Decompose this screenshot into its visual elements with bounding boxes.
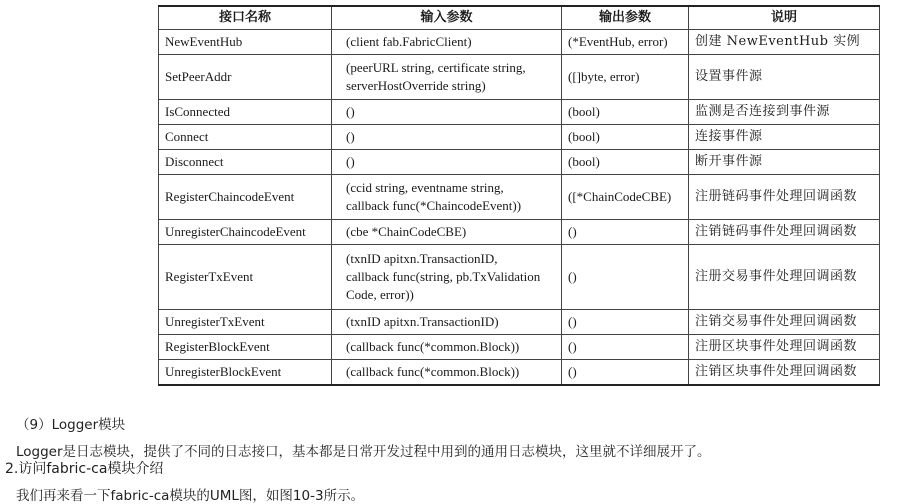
cell-interface-name: UnregisterTxEvent xyxy=(159,310,332,335)
cell-input-params xyxy=(332,175,562,220)
cell-description: 注销交易事件处理回调函数 xyxy=(689,310,880,335)
input-param-line: () xyxy=(346,129,355,144)
input-param-line: () xyxy=(346,104,355,119)
table-row xyxy=(159,220,880,245)
table-row xyxy=(159,100,880,125)
table-row xyxy=(159,360,880,386)
cell-output-params: () xyxy=(562,360,689,386)
logger-section-title: （9）Logger模块 xyxy=(16,417,126,433)
cell-output-params: () xyxy=(562,335,689,360)
cell-interface-name: IsConnected xyxy=(159,100,332,125)
cell-interface-name: RegisterTxEvent xyxy=(159,245,332,310)
cell-description: 设置事件源 xyxy=(689,55,880,100)
api-table xyxy=(158,5,880,386)
cell-input-params xyxy=(332,55,562,100)
cell-input-params xyxy=(332,150,562,175)
table-row xyxy=(159,125,880,150)
cell-description: 注册区块事件处理回调函数 xyxy=(689,335,880,360)
fabric-ca-section-paragraph: 我们再来看一下fabric-ca模块的UML图，如图10-3所示。 xyxy=(16,488,365,504)
input-param-line: callback func(*ChaincodeEvent)) xyxy=(346,198,522,213)
input-param-line: serverHostOverride string) xyxy=(346,78,486,93)
table-row xyxy=(159,30,880,55)
input-param-line: (cbe *ChainCodeCBE) xyxy=(346,224,467,239)
input-param-line: (txnID apitxn.TransactionID, xyxy=(346,251,498,266)
header-output-params: 输出参数 xyxy=(562,6,689,30)
cell-interface-name: Connect xyxy=(159,125,332,150)
cell-description: 注册交易事件处理回调函数 xyxy=(689,245,880,310)
cell-output-params: () xyxy=(562,220,689,245)
input-param-line: () xyxy=(346,154,355,169)
cell-output-params: () xyxy=(562,245,689,310)
cell-interface-name: UnregisterChaincodeEvent xyxy=(159,220,332,245)
fabric-ca-section-title: 2.访问fabric-ca模块介绍 xyxy=(5,461,164,477)
cell-interface-name: RegisterChaincodeEvent xyxy=(159,175,332,220)
cell-input-params xyxy=(332,245,562,310)
cell-output-params: ([*ChainCodeCBE) xyxy=(562,175,689,220)
input-param-line: (txnID apitxn.TransactionID) xyxy=(346,314,499,329)
table-header-row xyxy=(159,6,880,30)
cell-interface-name: Disconnect xyxy=(159,150,332,175)
cell-output-params: ([]byte, error) xyxy=(562,55,689,100)
cell-input-params xyxy=(332,335,562,360)
cell-output-params: (*EventHub, error) xyxy=(562,30,689,55)
cell-output-params: (bool) xyxy=(562,150,689,175)
table-body xyxy=(159,30,880,386)
cell-interface-name: NewEventHub xyxy=(159,30,332,55)
header-description: 说明 xyxy=(689,6,880,30)
table-row xyxy=(159,310,880,335)
input-param-line: Code, error)) xyxy=(346,287,414,302)
cell-interface-name: SetPeerAddr xyxy=(159,55,332,100)
cell-input-params xyxy=(332,30,562,55)
cell-description: 创建 NewEventHub 实例 xyxy=(689,30,880,55)
input-param-line: (callback func(*common.Block)) xyxy=(346,364,520,379)
header-input-params: 输入参数 xyxy=(332,6,562,30)
input-param-line: (ccid string, eventname string, xyxy=(346,180,504,195)
cell-description: 注销链码事件处理回调函数 xyxy=(689,220,880,245)
cell-input-params xyxy=(332,310,562,335)
input-param-line: (peerURL string, certificate string, xyxy=(346,60,526,75)
cell-interface-name: RegisterBlockEvent xyxy=(159,335,332,360)
cell-description: 断开事件源 xyxy=(689,150,880,175)
cell-description: 连接事件源 xyxy=(689,125,880,150)
cell-output-params: () xyxy=(562,310,689,335)
cell-input-params xyxy=(332,220,562,245)
input-param-line: callback func(string, pb.TxValidation xyxy=(346,269,541,284)
cell-interface-name: UnregisterBlockEvent xyxy=(159,360,332,386)
cell-description: 注册链码事件处理回调函数 xyxy=(689,175,880,220)
table-row xyxy=(159,245,880,310)
logger-section-paragraph: Logger是日志模块，提供了不同的日志接口，基本都是日常开发过程中用到的通用日志模块，这里就不详细展开了。 xyxy=(16,444,711,460)
table-row xyxy=(159,175,880,220)
cell-output-params: (bool) xyxy=(562,125,689,150)
cell-description: 注销区块事件处理回调函数 xyxy=(689,360,880,386)
table-row xyxy=(159,150,880,175)
input-param-line: (client fab.FabricClient) xyxy=(346,34,472,49)
cell-description: 监测是否连接到事件源 xyxy=(689,100,880,125)
cell-input-params xyxy=(332,360,562,386)
input-param-line: (callback func(*common.Block)) xyxy=(346,339,520,354)
header-interface-name: 接口名称 xyxy=(159,6,332,30)
api-table-container xyxy=(158,5,879,386)
cell-output-params: (bool) xyxy=(562,100,689,125)
table-row xyxy=(159,335,880,360)
cell-input-params xyxy=(332,100,562,125)
table-row xyxy=(159,55,880,100)
cell-input-params xyxy=(332,125,562,150)
